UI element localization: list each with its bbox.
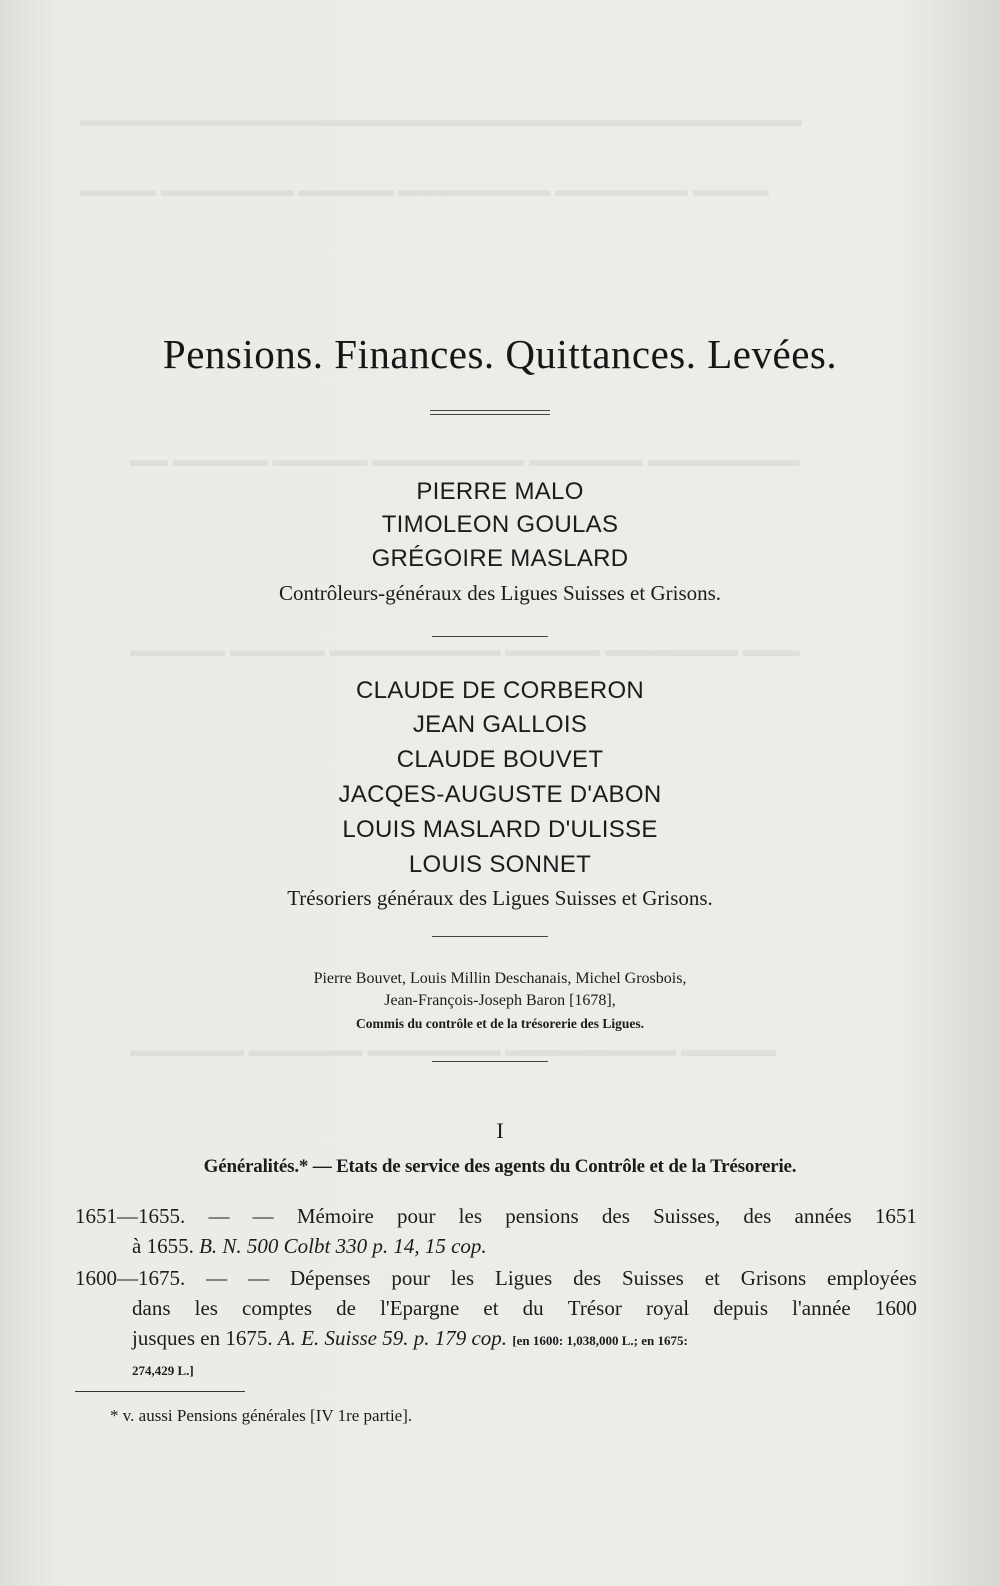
treasurer-name: JACQES-AUGUSTE D'ABON <box>338 781 662 808</box>
divider-rule <box>432 636 548 637</box>
archive-reference: B. N. 500 Colbt 330 p. 14, 15 cop. <box>199 1234 487 1258</box>
page-title: Pensions. Finances. Quittances. Levées. <box>162 331 838 377</box>
treasurer-name: CLAUDE BOUVET <box>396 746 604 773</box>
entry-line: à 1655. B. N. 500 Colbt 330 p. 14, 15 cop. <box>132 1234 487 1258</box>
clerks-role: Commis du contrôle et de la trésorerie des Ligues. <box>355 1016 645 1031</box>
controller-name: PIERRE MALO <box>416 478 584 505</box>
divider-rule <box>432 1061 548 1062</box>
treasurer-role: Trésoriers généraux des Ligues Suisses et Grisons. <box>287 886 713 910</box>
entry-line: jusques en 1675. A. E. Suisse 59. p. 179 cop. [en 1600: 1,038,000 L.; en 1675: <box>132 1326 688 1350</box>
entry <box>75 1201 917 1261</box>
controller-name: TIMOLEON GOULAS <box>381 511 619 538</box>
double-rule <box>430 410 550 415</box>
treasurer-name: LOUIS SONNET <box>408 851 592 878</box>
amount-note: [en 1600: 1,038,000 L.; en 1675: <box>512 1333 688 1348</box>
divider-rule <box>432 936 548 937</box>
clerks-line: Pierre Bouvet, Louis Millin Deschanais, Michel Grosbois, <box>313 970 687 987</box>
bleed-through-text: ▬▬▬▬▬▬▬▬▬▬▬▬▬▬▬▬▬▬▬▬▬▬▬▬▬▬▬▬▬▬▬▬▬▬▬▬▬▬ <box>80 110 802 131</box>
treasurer-name: LOUIS MASLARD D'ULISSE <box>342 816 658 843</box>
treasurer-name: JEAN GALLOIS <box>412 711 588 738</box>
controller-role: Contrôleurs-généraux des Ligues Suisses et Grisons. <box>278 581 722 605</box>
entry-line: 274,429 L.] <box>132 1363 194 1378</box>
controller-name: GRÉGOIRE MASLARD <box>371 545 629 572</box>
footnote-rule <box>75 1391 245 1392</box>
clerks-line: Jean-François-Joseph Baron [1678], <box>384 992 616 1009</box>
page: ▬▬▬▬▬▬▬▬▬▬▬▬▬▬▬▬▬▬▬▬▬▬▬▬▬▬▬▬▬▬▬▬▬▬▬▬▬▬ ▬▬▬▬ ▬▬▬▬▬▬▬ ▬▬▬▬▬ ▬▬▬▬▬▬▬▬ ▬▬▬▬▬▬▬ ▬▬▬▬ ▬▬ ▬▬▬▬▬ ▬▬▬▬▬ ▬▬▬▬▬▬▬▬ ▬▬▬▬▬▬ ▬▬▬▬▬▬▬▬ ▬▬▬▬▬ ▬▬▬▬▬ ▬▬▬▬▬▬▬▬▬ ▬▬▬▬▬ ▬▬▬▬▬▬▬ ▬▬▬ ▬▬▬▬▬▬ ▬▬▬▬▬▬ ▬▬▬▬▬▬▬ ▬▬▬▬▬▬▬▬▬ ▬▬▬▬▬ Pensions. Finances. Quittances. Levées. PIERRE MALO TIMOLEON GOULAS GRÉGOIRE MASLARD Contrôleurs-généraux des Ligues Suisses et Grisons. CLAUDE DE CORBERON JEAN GALLOIS CLAUDE BOUVET JACQES-AUGUSTE D'ABON LOUIS MASLARD D'ULISSE LOUIS SONNET Trésoriers généraux des Ligues Suisses et Grisons. Pierre Bouvet, Louis Millin Deschanais, Michel Grosbois, Jean-François-Joseph Baron [1678], Commis du contrôle et de la trésorerie des Ligues. I Généralités.* — Etats de service des agents du Contrôle et de la Trésorerie. 1651—1655. — — Mémoire pour les pensions des Suisses, des années 1651 à 1655. B. N. 500 Colbt 330 p. 14, 15 cop. 1600—1675. — — Dépenses pour les Ligues des Suisses et Grisons employées dans les comptes de l'Epargne et du Trésor royal depuis l'année 1600 jusques en 1675. A. E. Suisse 59. p. 179 cop. [en 1600: 1,038,000 L.; en 1675: 274,429 L.] * v. aussi Pensions générales [IV 1re partie]. <box>0 0 1000 1586</box>
entry-line: dans les comptes de l'Epargne et du Trésor royal depuis l'année 1600 <box>132 1296 917 1320</box>
footnote: * v. aussi Pensions générales [IV 1re partie]. <box>110 1406 413 1425</box>
entry-line: 1600—1675. — — Dépenses pour les Ligues des Suisses et Grisons employées <box>75 1266 917 1290</box>
section-heading: Généralités.* — Etats de service des agents du Contrôle et de la Trésorerie. <box>203 1156 797 1177</box>
entry <box>75 1263 917 1386</box>
treasurer-name: CLAUDE DE CORBERON <box>355 677 645 704</box>
entry-line: 1651—1655. — — Mémoire pour les pensions des Suisses, des années 1651 <box>75 1204 917 1228</box>
section-number: I <box>496 1118 504 1143</box>
archive-reference: A. E. Suisse 59. p. 179 cop. <box>277 1326 508 1350</box>
